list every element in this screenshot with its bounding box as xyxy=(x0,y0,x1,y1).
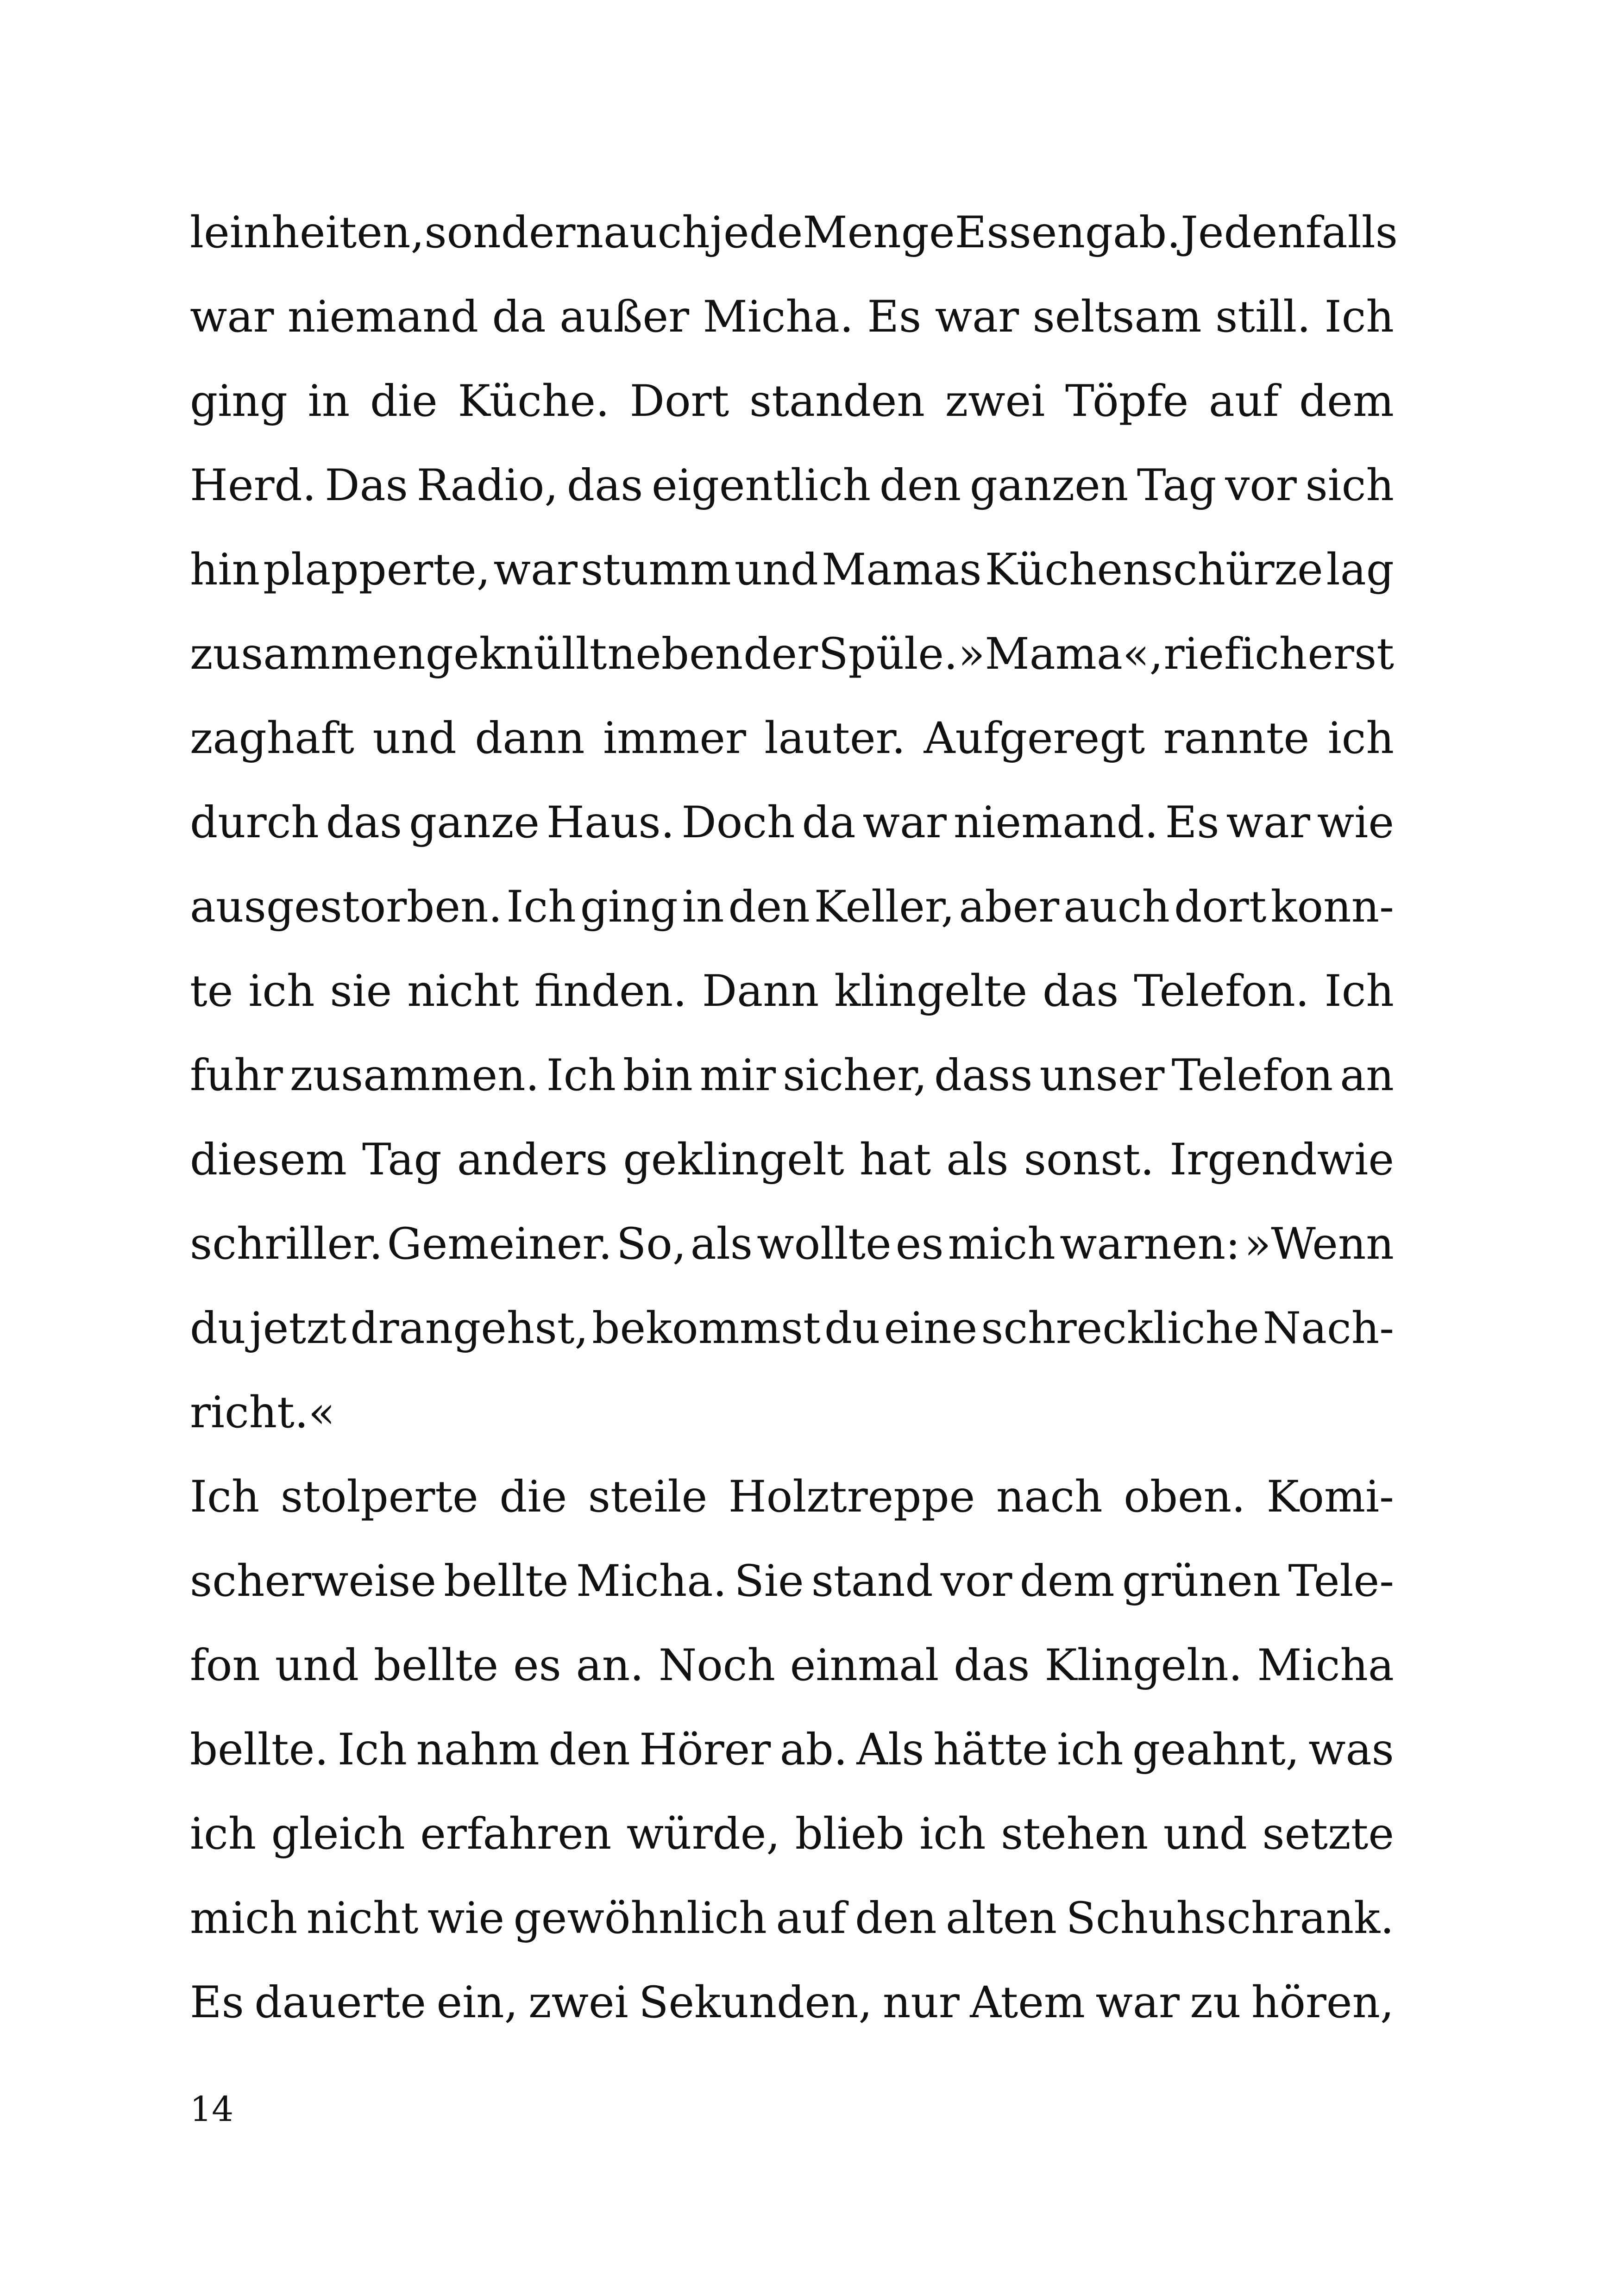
word: erst xyxy=(1307,629,1394,679)
word: den xyxy=(728,882,810,932)
word: ich xyxy=(1241,629,1307,679)
word: an xyxy=(1340,1050,1394,1101)
word: plapperte, xyxy=(263,545,490,595)
word: ein, xyxy=(436,1977,518,2028)
word: konn- xyxy=(1270,882,1394,932)
word: Tag xyxy=(1137,460,1217,511)
word: sondern xyxy=(424,207,604,258)
word: Küchenschürze xyxy=(985,545,1323,595)
text-line xyxy=(190,1202,1394,1286)
word: und xyxy=(275,1640,359,1691)
word: einmal xyxy=(790,1640,939,1691)
word: Sie xyxy=(734,1556,804,1606)
word: Micha xyxy=(1257,1640,1394,1691)
word: das xyxy=(954,1640,1030,1691)
word: Es xyxy=(190,1977,244,2028)
word: gab. xyxy=(1085,207,1181,258)
word: mich xyxy=(190,1893,298,1944)
word: »Wenn xyxy=(1244,1219,1394,1269)
text-line xyxy=(190,1286,1394,1371)
word: Hörer xyxy=(639,1725,771,1775)
word: Radio, xyxy=(416,460,559,511)
word: Spüle. xyxy=(818,629,958,679)
word: Dann xyxy=(702,966,819,1016)
word: da xyxy=(802,797,856,848)
word: Noch xyxy=(658,1640,775,1691)
word: Micha. xyxy=(703,292,854,342)
word: Gemeiner. xyxy=(387,1219,612,1269)
word: nahm xyxy=(416,1725,540,1775)
word: Schuhschrank. xyxy=(1066,1893,1394,1944)
word: ich xyxy=(1057,1725,1124,1775)
word: dem xyxy=(1019,1556,1115,1606)
word: dem xyxy=(1299,376,1394,427)
word: mich xyxy=(948,1219,1056,1269)
word: vor xyxy=(940,1556,1012,1606)
word: und xyxy=(372,713,457,764)
word: zwei xyxy=(945,376,1045,427)
word: Töpfe xyxy=(1065,376,1189,427)
word: te xyxy=(190,966,233,1016)
word: Aufgeregt xyxy=(924,713,1145,764)
word: ich xyxy=(190,1809,257,1859)
word: niemand xyxy=(287,292,478,342)
word: Sekunden, xyxy=(639,1977,873,2028)
word: ganzen xyxy=(969,460,1129,511)
word: Tele- xyxy=(1288,1556,1394,1606)
word: So, xyxy=(616,1219,686,1269)
word: Es xyxy=(867,292,922,342)
word: dort xyxy=(1174,882,1267,932)
word: stehen xyxy=(1000,1809,1149,1859)
word: das xyxy=(326,797,402,848)
word: »Mama«, xyxy=(958,629,1163,679)
word: würde, xyxy=(626,1809,780,1859)
word: standen xyxy=(749,376,925,427)
word: Jedenfalls xyxy=(1181,207,1398,258)
word: sicher, xyxy=(783,1050,927,1101)
word: rief xyxy=(1163,629,1240,679)
word: neben xyxy=(607,629,743,679)
word: Ich xyxy=(190,1472,260,1522)
text-line xyxy=(190,1118,1394,1202)
word: durch xyxy=(190,797,319,848)
word: nach xyxy=(996,1472,1103,1522)
word: seltsam xyxy=(1032,292,1202,342)
word: Telefon xyxy=(1171,1050,1333,1101)
word: ich xyxy=(919,1809,986,1859)
word: alten xyxy=(946,1893,1057,1944)
word: Komi- xyxy=(1266,1472,1394,1522)
word: bekommst xyxy=(592,1303,821,1354)
word: Ich xyxy=(337,1725,408,1775)
word: lauter. xyxy=(764,713,906,764)
word: die xyxy=(499,1472,567,1522)
word: war xyxy=(862,797,947,848)
word: in xyxy=(308,376,350,427)
word: wie xyxy=(1317,797,1394,848)
word: jetzt xyxy=(249,1303,347,1354)
text-line xyxy=(190,1792,1394,1876)
word: die xyxy=(370,376,438,427)
word: Ich xyxy=(506,882,576,932)
word: bellte xyxy=(373,1640,499,1691)
word: den xyxy=(855,1893,937,1944)
word: jede xyxy=(710,207,803,258)
word: Atem xyxy=(970,1977,1086,2028)
word: du xyxy=(824,1303,880,1354)
word: ging xyxy=(580,882,678,932)
text-line xyxy=(190,865,1394,949)
word: Keller, xyxy=(814,882,955,932)
word: grünen xyxy=(1122,1556,1281,1606)
word: an. xyxy=(576,1640,644,1691)
text-line xyxy=(190,1624,1394,1708)
word: und xyxy=(1163,1809,1247,1859)
word: schriller. xyxy=(190,1219,383,1269)
word: gleich xyxy=(271,1809,405,1859)
word: da xyxy=(492,292,546,342)
word: Doch xyxy=(681,797,795,848)
word: niemand. xyxy=(953,797,1158,848)
word: Mamas xyxy=(821,545,982,595)
word: sie xyxy=(330,966,392,1016)
word: sich xyxy=(1305,460,1394,511)
word: geklingelt xyxy=(623,1135,844,1185)
word: ausgestorben. xyxy=(190,882,503,932)
word: ich xyxy=(248,966,315,1016)
word: setzte xyxy=(1262,1809,1394,1859)
word: Essen xyxy=(955,207,1085,258)
word: erfahren xyxy=(420,1809,612,1859)
word: Das xyxy=(325,460,408,511)
word: nicht xyxy=(306,1893,419,1944)
word: in xyxy=(682,882,724,932)
word: auch xyxy=(603,207,710,258)
word: als xyxy=(690,1219,753,1269)
word: wollte xyxy=(757,1219,892,1269)
word: ich xyxy=(1327,713,1394,764)
word: Holztreppe xyxy=(728,1472,975,1522)
word: diesem xyxy=(190,1135,347,1185)
word: auf xyxy=(776,1893,846,1944)
word: ganze xyxy=(409,797,540,848)
word: scherweise xyxy=(190,1556,437,1606)
word: eine xyxy=(884,1303,978,1354)
word: gewöhnlich xyxy=(513,1893,767,1944)
text-line xyxy=(190,1539,1394,1624)
text-line xyxy=(190,612,1394,696)
word: aber xyxy=(959,882,1060,932)
word: geahnt, xyxy=(1132,1725,1300,1775)
word: rannte xyxy=(1163,713,1310,764)
word: lag xyxy=(1326,545,1394,595)
word: Küche. xyxy=(458,376,609,427)
text-line xyxy=(190,1034,1394,1118)
word: richt.« xyxy=(190,1387,335,1438)
text-line xyxy=(190,1961,1394,2045)
word: der xyxy=(743,629,818,679)
word: bellte. xyxy=(190,1725,329,1775)
word: wie xyxy=(427,1893,505,1944)
word: sonst. xyxy=(1024,1135,1155,1185)
word: dass xyxy=(934,1050,1033,1101)
word: dauerte xyxy=(254,1977,427,2028)
word: hören, xyxy=(1251,1977,1394,2028)
word: Ich xyxy=(1324,292,1394,342)
word: das xyxy=(1042,966,1119,1016)
word: bellte xyxy=(444,1556,569,1606)
word: Irgendwie xyxy=(1169,1135,1394,1185)
word: ging xyxy=(190,376,288,427)
word: hat xyxy=(859,1135,931,1185)
word: stand xyxy=(811,1556,933,1606)
word: Tag xyxy=(362,1135,442,1185)
word: Ich xyxy=(1324,966,1394,1016)
word: stumm xyxy=(580,545,731,595)
word: fon xyxy=(190,1640,260,1691)
word: finden. xyxy=(534,966,687,1016)
word: als xyxy=(946,1135,1009,1185)
word: zusammen. xyxy=(289,1050,540,1101)
word: zwei xyxy=(528,1977,628,2028)
word: Menge xyxy=(803,207,955,258)
word: und xyxy=(734,545,818,595)
text-line xyxy=(190,275,1394,359)
word: war xyxy=(935,292,1019,342)
word: war xyxy=(493,545,578,595)
word: es xyxy=(895,1219,944,1269)
word: oben. xyxy=(1124,1472,1246,1522)
word: war xyxy=(190,292,274,342)
word: war xyxy=(1226,797,1310,848)
word: hätte xyxy=(933,1725,1048,1775)
word: drangehst, xyxy=(350,1303,589,1354)
word: Herd. xyxy=(190,460,316,511)
word: anders xyxy=(457,1135,608,1185)
text-line xyxy=(190,1455,1394,1539)
word: schreckliche xyxy=(981,1303,1259,1354)
text-line xyxy=(190,781,1394,865)
word: zu xyxy=(1190,1977,1241,2028)
text-line xyxy=(190,528,1394,612)
word: Haus. xyxy=(546,797,675,848)
word: zaghaft xyxy=(190,713,354,764)
word: warnen: xyxy=(1059,1219,1240,1269)
text-line xyxy=(190,696,1394,781)
word: immer xyxy=(603,713,746,764)
word: das xyxy=(566,460,643,511)
text-line xyxy=(190,444,1394,528)
word: vor xyxy=(1225,460,1297,511)
word: hin xyxy=(190,545,260,595)
word: auf xyxy=(1208,376,1279,427)
word: stolperte xyxy=(280,1472,478,1522)
page-number: 14 xyxy=(190,2089,234,2129)
word: es xyxy=(513,1640,561,1691)
word: nur xyxy=(882,1977,960,2028)
word: Es xyxy=(1165,797,1219,848)
word: du xyxy=(190,1303,246,1354)
word: unser xyxy=(1039,1050,1165,1101)
word: Als xyxy=(856,1725,924,1775)
text-line xyxy=(190,949,1394,1034)
word: zusammengeknüllt xyxy=(190,629,607,679)
text-line xyxy=(190,1708,1394,1792)
word: war xyxy=(1095,1977,1180,2028)
word: mir xyxy=(699,1050,776,1101)
word: was xyxy=(1308,1725,1394,1775)
word: den xyxy=(879,460,961,511)
word: eigentlich xyxy=(652,460,871,511)
text-line xyxy=(190,1876,1394,1961)
word: blieb xyxy=(795,1809,905,1859)
word: bin xyxy=(623,1050,693,1101)
word: leinheiten, xyxy=(190,207,425,258)
word: steile xyxy=(588,1472,708,1522)
word: Klingeln. xyxy=(1044,1640,1243,1691)
word: klingelte xyxy=(834,966,1028,1016)
word: Micha. xyxy=(576,1556,727,1606)
word: den xyxy=(548,1725,630,1775)
word: Dort xyxy=(629,376,729,427)
word: still. xyxy=(1215,292,1311,342)
word: auch xyxy=(1063,882,1170,932)
word: Nach- xyxy=(1263,1303,1394,1354)
word: fuhr xyxy=(190,1050,283,1101)
text-line xyxy=(190,359,1394,444)
word: Telefon. xyxy=(1134,966,1309,1016)
word: Ich xyxy=(546,1050,616,1101)
word: außer xyxy=(559,292,690,342)
word: dann xyxy=(475,713,585,764)
word: nicht xyxy=(407,966,519,1016)
text-line xyxy=(190,1371,1394,1455)
word: ab. xyxy=(779,1725,848,1775)
text-line xyxy=(190,191,1398,275)
